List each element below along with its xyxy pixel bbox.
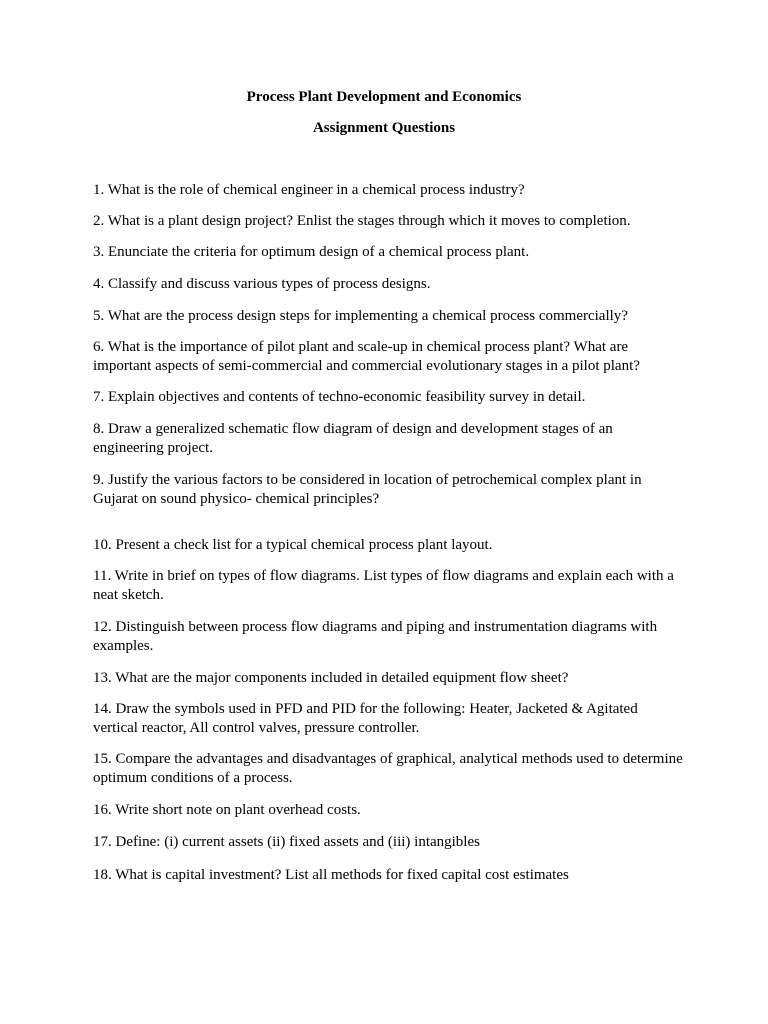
question-13: 13. What are the major components included in detailed equipment flow sheet?	[93, 670, 569, 686]
question-6: 6. What is the importance of pilot plant and scale-up in chemical process plant? What are important aspects of semi-commercial and commercial evolutionary stages in a pilot plant?	[93, 339, 640, 374]
question-7: 7. Explain objectives and contents of techno-economic feasibility survey in detail.	[93, 389, 586, 405]
question-8: 8. Draw a generalized schematic flow diagram of design and development stages of an engineering project.	[93, 421, 613, 456]
question-16: 16. Write short note on plant overhead costs.	[93, 802, 361, 818]
question-12: 12. Distinguish between process flow diagrams and piping and instrumentation diagrams with examples.	[93, 619, 658, 654]
question-15: 15. Compare the advantages and disadvantages of graphical, analytical methods used to determine optimum conditions of a process.	[93, 751, 683, 786]
question-9: 9. Justify the various factors to be considered in location of petrochemical complex plant in Gujarat on sound physico- chemical principles?	[93, 472, 642, 507]
question-5: 5. What are the process design steps for implementing a chemical process commercially?	[93, 308, 628, 324]
question-14: 14. Draw the symbols used in PFD and PID for the following: Heater, Jacketed & Agitated vertical reactor, All control valves, pressure controller.	[93, 701, 638, 736]
question-18: 18. What is capital investment? List all methods for fixed capital cost estimates	[93, 867, 569, 883]
question-4: 4. Classify and discuss various types of process designs.	[93, 276, 431, 292]
question-10: 10. Present a check list for a typical chemical process plant layout.	[93, 537, 493, 553]
document-title: Process Plant Development and Economics	[246, 89, 522, 105]
question-2: 2. What is a plant design project? Enlist the stages through which it moves to completion.	[93, 213, 631, 229]
question-17: 17. Define: (i) current assets (ii) fixed assets and (iii) intangibles	[93, 834, 480, 850]
question-1: 1. What is the role of chemical engineer in a chemical process industry?	[93, 182, 525, 198]
question-3: 3. Enunciate the criteria for optimum design of a chemical process plant.	[93, 244, 530, 260]
question-11: 11. Write in brief on types of flow diagrams. List types of flow diagrams and explain each with a neat sketch.	[93, 568, 674, 603]
document-subtitle: Assignment Questions	[312, 120, 456, 136]
